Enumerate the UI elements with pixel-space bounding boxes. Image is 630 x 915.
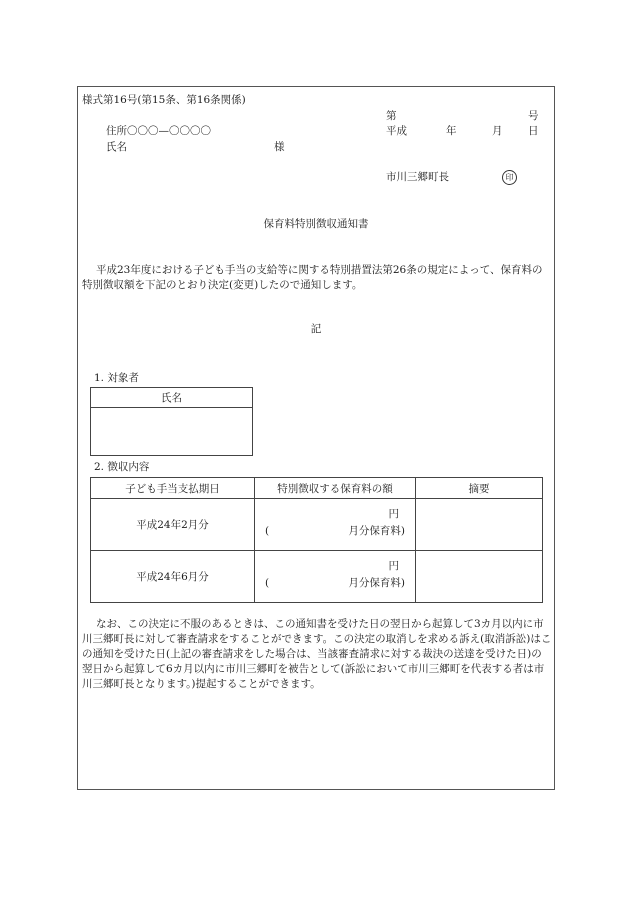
intro-paragraph: 平成23年度における子ども手当の支給等に関する特別措置法第26条の規定によって、保育料の特別徴収額を下記のとおり決定(変更)したので通知します。 [82, 264, 543, 291]
date-month: 月 [492, 125, 503, 137]
target-table [90, 387, 253, 456]
date-year: 年 [446, 125, 457, 137]
note-label: 月分保育料) [348, 577, 405, 589]
issuer-title: 市川三郷町長 [386, 171, 449, 183]
doc-number-go: 号 [528, 110, 539, 122]
address-line: 住所〇〇〇—〇〇〇〇 [106, 125, 211, 137]
seal-mark: 印 [502, 170, 517, 185]
doc-number-dai: 第 [386, 110, 397, 122]
header-remarks: 摘要 [416, 478, 543, 499]
target-name-header: 氏名 [91, 388, 253, 408]
date-era: 平成 [386, 125, 407, 137]
section2-title: 2. 徴収内容 [94, 461, 150, 473]
date-day: 日 [528, 125, 539, 137]
yen-label: 円 [388, 560, 399, 572]
table-row [91, 551, 543, 603]
name-label: 氏名 [106, 141, 127, 153]
paren-open: ( [265, 525, 270, 537]
form-number: 様式第16号(第15条、第16条関係) [82, 94, 246, 106]
yen-label: 円 [388, 508, 399, 520]
ki-heading: 記 [310, 323, 322, 335]
header-payment-date: 子ども手当支払期日 [91, 478, 255, 499]
amount-cell [255, 499, 416, 551]
target-name-cell [91, 408, 253, 456]
table-row [91, 499, 543, 551]
closing-paragraph: なお、この決定に不服のあるときは、この通知書を受けた日の翌日から起算して3カ月以内に市川三郷町長に対して審査請求をすることができます。この決定の取消しを求める訴え(取消訴訟)はこの通知を受けた日(上記の審査請求をした場合は、当該審査請求に対する裁決の送達を受けた日)の翌日から起算して6カ月以内に市川三郷町を被告として(訴訟において市川三郷町を代表する者は市川三郷町長となります。)提起することができます。 [82, 618, 552, 690]
remarks-cell [416, 499, 543, 551]
amount-cell [255, 551, 416, 603]
collection-table [90, 477, 543, 603]
name-sama: 様 [274, 141, 285, 153]
header-amount: 特別徴収する保育料の額 [255, 478, 416, 499]
remarks-cell [416, 551, 543, 603]
doc-title: 保育料特別徴収通知書 [263, 218, 369, 230]
section1-title: 1. 対象者 [94, 372, 139, 384]
period-cell: 平成24年6月分 [91, 551, 255, 603]
period-cell: 平成24年2月分 [91, 499, 255, 551]
form-frame [77, 86, 555, 790]
paren-open: ( [265, 577, 270, 589]
note-label: 月分保育料) [348, 525, 405, 537]
